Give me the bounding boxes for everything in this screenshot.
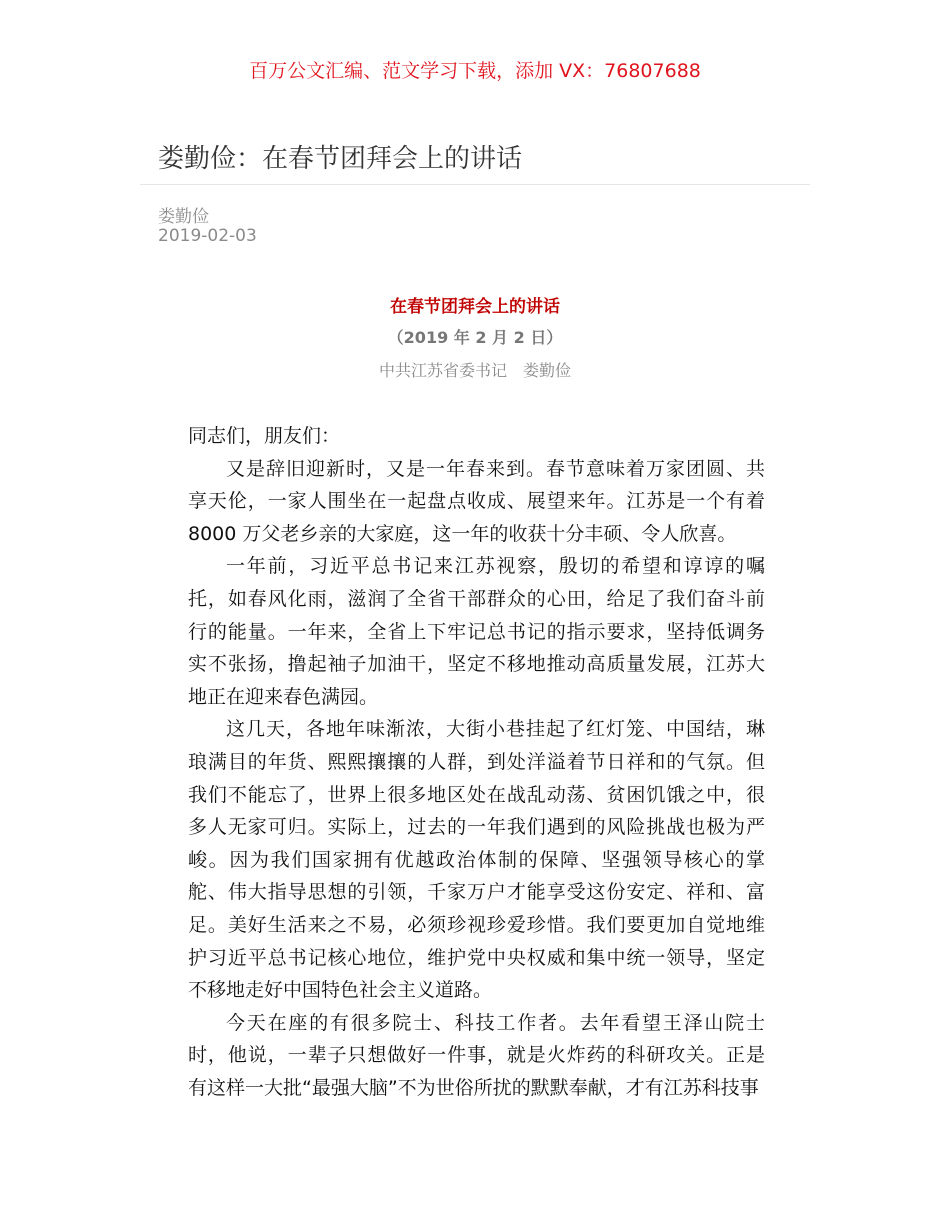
paragraph bbox=[188, 1007, 765, 1105]
paragraph-line: 不移地走好中国特色社会主义道路。 bbox=[188, 979, 493, 1002]
article-date: 2019-02-03 bbox=[158, 226, 257, 246]
paragraph-line: 8000 万父老乡亲的大家庭，这一年的收获十分丰硕、令人欣喜。 bbox=[188, 522, 737, 545]
paragraph-line: 多人无家可归。实际上，过去的一年我们遇到的风险挑战也极为严 bbox=[188, 816, 765, 839]
paragraph bbox=[188, 453, 765, 551]
paragraph-line: 有这样一大批“最强大脑”不为世俗所扰的默默奉献，才有江苏科技事 bbox=[188, 1076, 759, 1099]
divider bbox=[140, 184, 810, 185]
paragraph-line: 托，如春风化雨，滋润了全省干部群众的心田，给足了我们奋斗前 bbox=[188, 587, 765, 610]
paragraph-line: 足。美好生活来之不易，必须珍视珍爱珍惜。我们要更加自觉地维 bbox=[188, 913, 765, 936]
watermark-banner: 百万公文汇编、范文学习下载，添加 VX：76807688 bbox=[249, 60, 701, 82]
paragraph-line: 护习近平总书记核心地位，维护党中央权威和集中统一领导，坚定 bbox=[188, 946, 765, 969]
paragraph-line: 地正在迎来春色满园。 bbox=[188, 685, 379, 708]
paragraph-line: 今天在座的有很多院士、科技工作者。去年看望王泽山院士 bbox=[226, 1011, 765, 1034]
paragraph bbox=[188, 420, 765, 453]
paragraph-line: 实不张扬，撸起袖子加油干，坚定不移地推动高质量发展，江苏大 bbox=[188, 653, 765, 676]
paragraph-line: 峻。因为我们国家拥有优越政治体制的保障、坚强领导核心的掌 bbox=[188, 848, 765, 871]
paragraph-line: 这几天，各地年味渐浓，大街小巷挂起了红灯笼、中国结，琳 bbox=[226, 718, 765, 741]
paragraph-line: 享天伦，一家人围坐在一起盘点收成、展望来年。江苏是一个有着 bbox=[188, 490, 765, 513]
paragraph-line: 舵、伟大指导思想的引领，千家万户才能享受这份安定、祥和、富 bbox=[188, 881, 765, 904]
paragraph-line: 琅满目的年货、熙熙攘攘的人群，到处洋溢着节日祥和的气氛。但 bbox=[188, 750, 765, 773]
paragraph bbox=[188, 713, 765, 1006]
document-body bbox=[188, 420, 765, 1104]
paragraph-line: 同志们，朋友们： bbox=[188, 425, 341, 447]
document-title: 在春节团拜会上的讲话 bbox=[390, 297, 560, 317]
paragraph-line: 时，他说，一辈子只想做好一件事，就是火炸药的科研攻关。正是 bbox=[188, 1044, 765, 1067]
paragraph-line: 行的能量。一年来，全省上下牢记总书记的指示要求，坚持低调务 bbox=[188, 620, 765, 643]
paragraph-line: 一年前，习近平总书记来江苏视察，殷切的希望和谆谆的嘱 bbox=[226, 555, 765, 578]
document-date: （2019 年 2 月 2 日） bbox=[387, 328, 563, 347]
paragraph-line: 我们不能忘了，世界上很多地区处在战乱动荡、贫困饥饿之中，很 bbox=[188, 783, 765, 806]
paragraph-line: 又是辞旧迎新时，又是一年春来到。春节意味着万家团圆、共 bbox=[226, 457, 765, 480]
paragraph bbox=[188, 550, 765, 713]
article-title: 娄勤俭：在春节团拜会上的讲话 bbox=[158, 144, 523, 174]
document-byline: 中共江苏省委书记 娄勤俭 bbox=[378, 361, 571, 380]
article-author[interactable]: 娄勤俭 bbox=[158, 207, 209, 227]
